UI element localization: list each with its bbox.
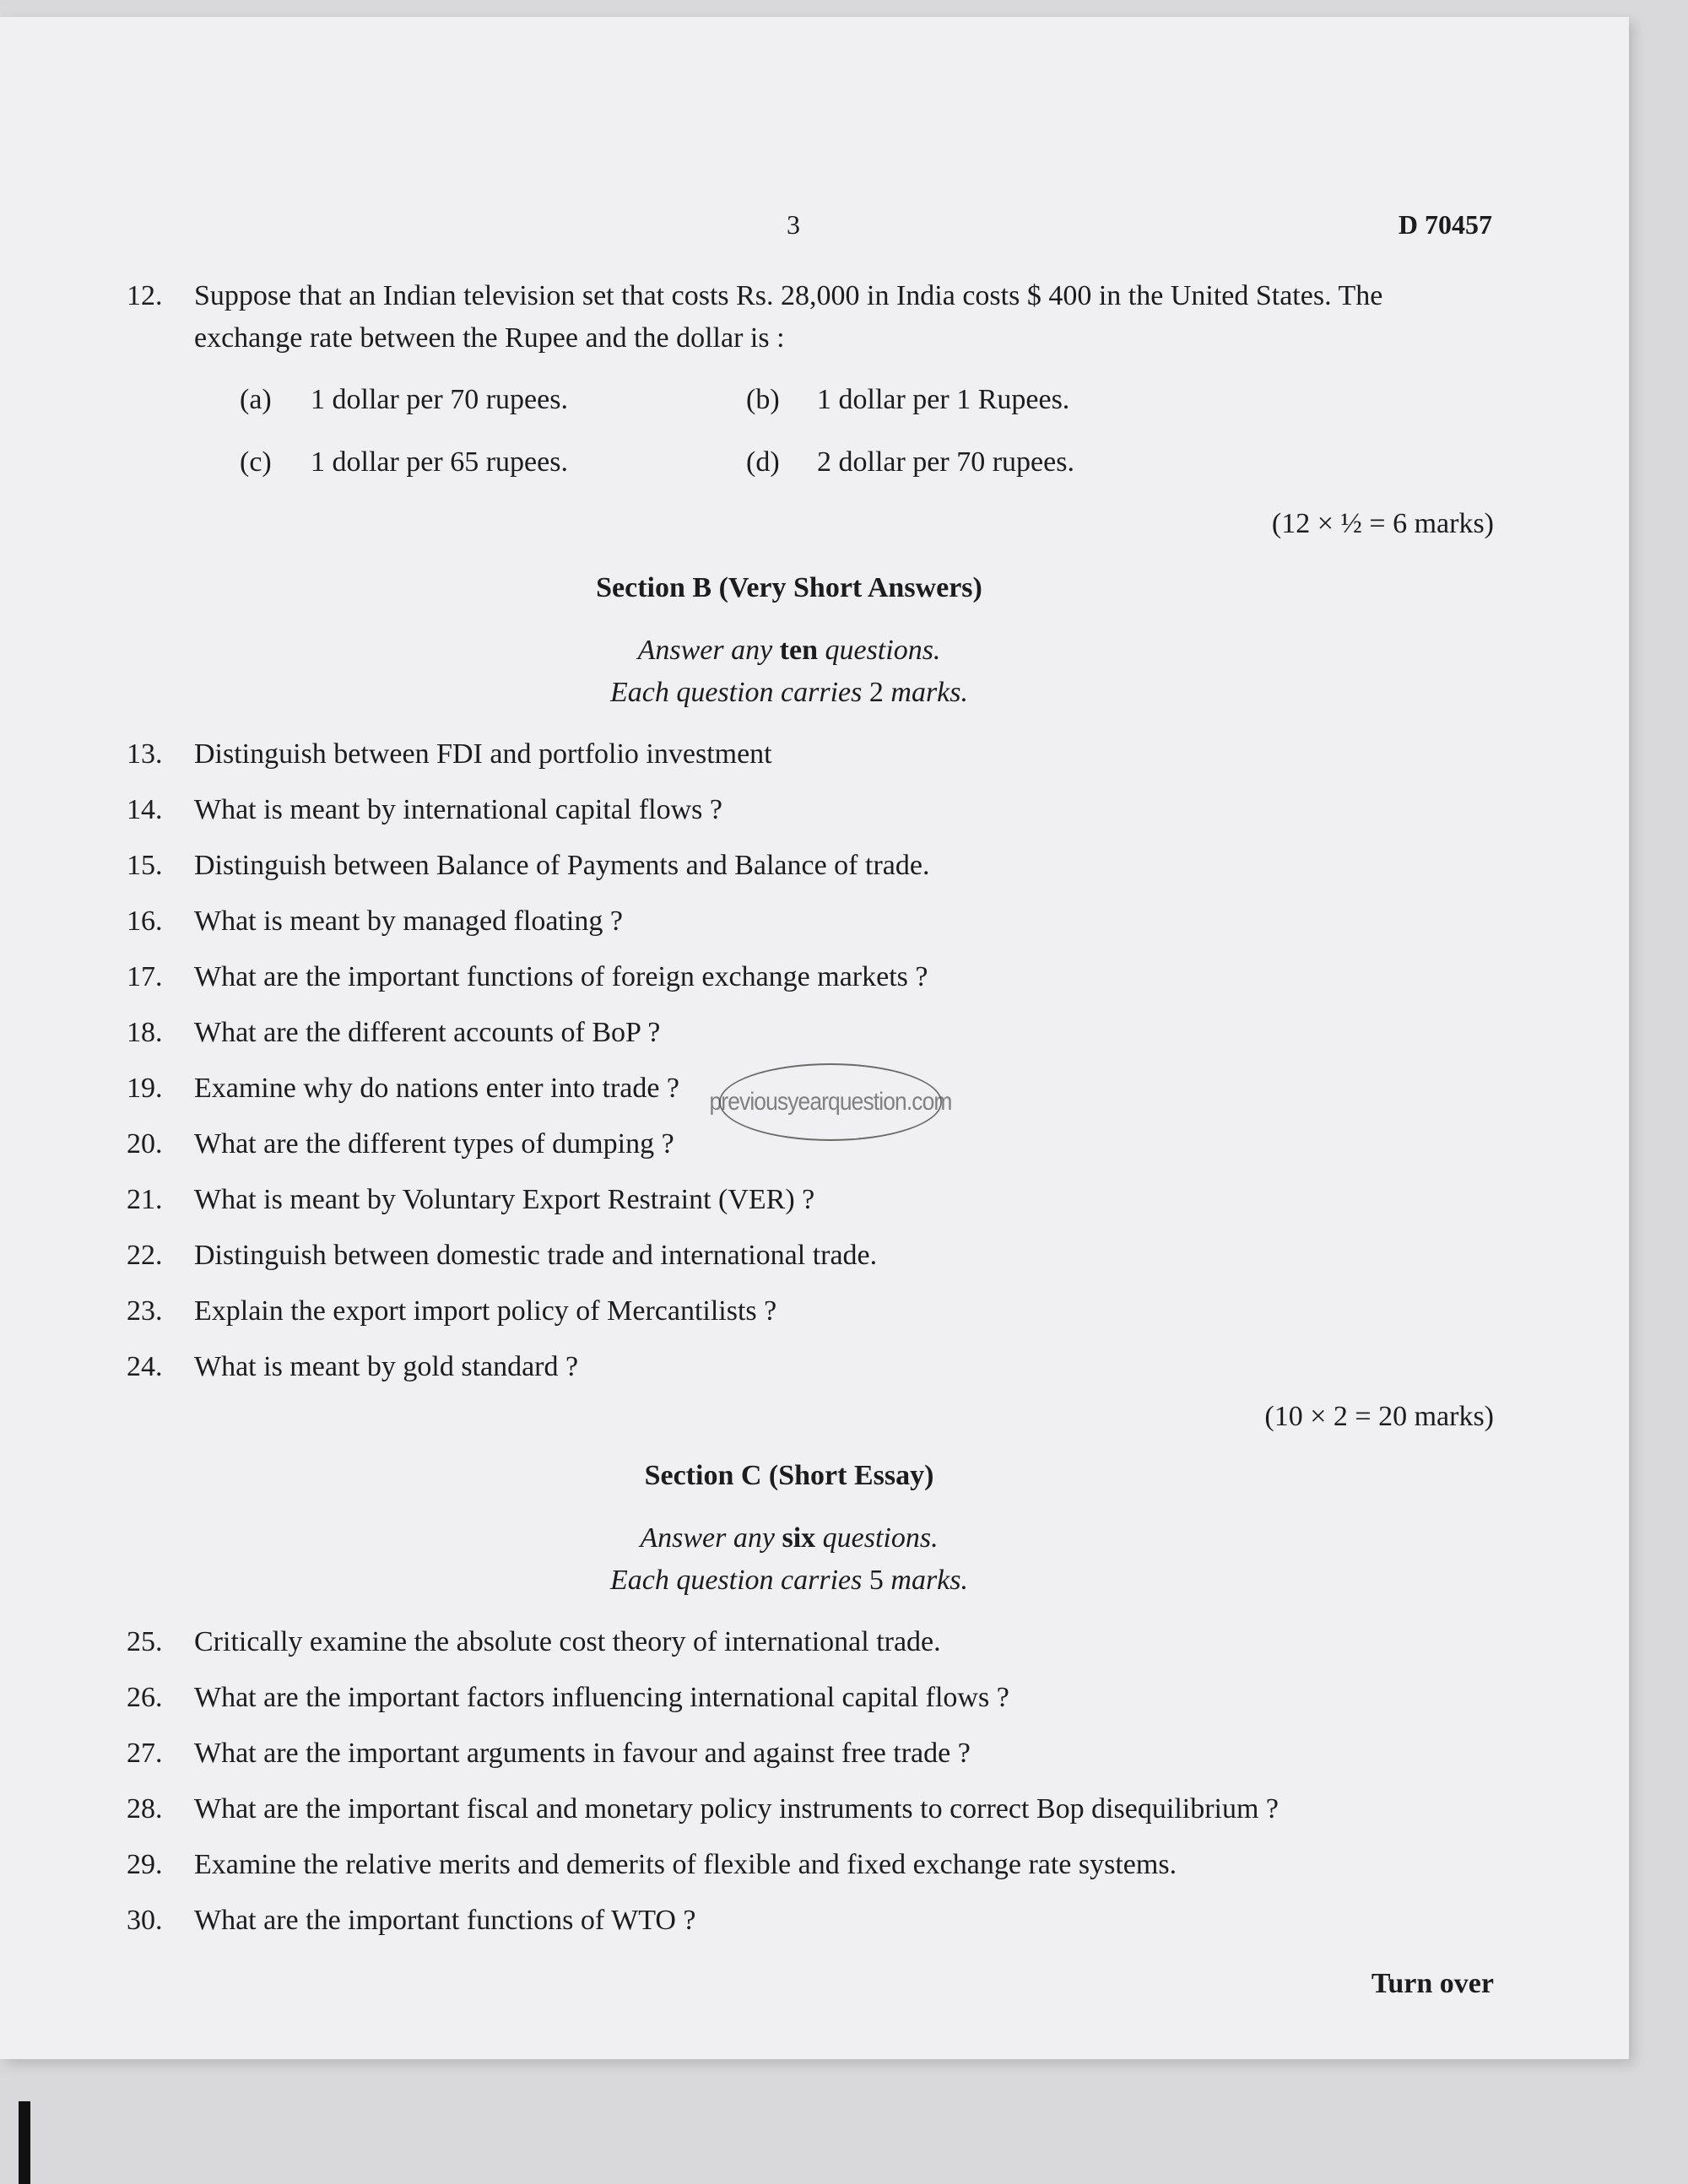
question-12 bbox=[127, 275, 1494, 359]
turn-over-note: Turn over bbox=[1371, 1968, 1494, 1999]
list-item: 19. Examine why do nations enter into trade ? bbox=[127, 1073, 679, 1104]
option-b: (b) 1 dollar per 1 Rupees. bbox=[746, 384, 1070, 415]
list-item: 28. What are the important fiscal and monetary policy instruments to correct Bop disequilibrium ? bbox=[127, 1793, 1280, 1825]
list-item: 25. Critically examine the absolute cost theory of international trade. bbox=[127, 1626, 941, 1657]
list-item: 30. What are the important functions of WTO ? bbox=[127, 1905, 696, 1936]
paper-code: D 70457 bbox=[1398, 209, 1492, 240]
list-item: 29. Examine the relative merits and demerits of flexible and fixed exchange rate systems. bbox=[127, 1849, 1177, 1880]
option-d: (d) 2 dollar per 70 rupees. bbox=[746, 446, 1074, 478]
page-header bbox=[0, 209, 1629, 243]
list-item: 13. Distinguish between FDI and portfolio investment bbox=[127, 738, 772, 770]
list-item: 16. What is meant by managed floating ? bbox=[127, 905, 623, 937]
section-b-title: Section B (Very Short Answers) bbox=[596, 572, 982, 603]
section-c-questions bbox=[127, 1624, 1511, 1958]
section-c-instruction-1: Answer any six questions. bbox=[640, 1522, 939, 1554]
list-item: 18. What are the different accounts of BoP ? bbox=[127, 1017, 661, 1048]
list-item: 21. What is meant by Voluntary Export Restraint (VER) ? bbox=[127, 1184, 815, 1215]
list-item: 24. What is meant by gold standard ? bbox=[127, 1351, 579, 1382]
question-text: Suppose that an Indian television set that costs Rs. 28,000 in India costs $ 400 in the United States. The exchange rate between the Rupee and the dollar is : bbox=[194, 280, 1383, 354]
list-item: 23. Explain the export import policy of Mercantilists ? bbox=[127, 1295, 777, 1327]
list-item: 14. What is meant by international capital flows ? bbox=[127, 794, 722, 825]
list-item: 22. Distinguish between domestic trade and international trade. bbox=[127, 1240, 878, 1271]
option-a: (a) 1 dollar per 70 rupees. bbox=[240, 384, 568, 415]
question-12-options bbox=[240, 381, 1252, 506]
list-item: 15. Distinguish between Balance of Payments and Balance of trade. bbox=[127, 850, 930, 881]
page-number: 3 bbox=[787, 209, 800, 240]
list-item: 26. What are the important factors influencing international capital flows ? bbox=[127, 1682, 1009, 1713]
watermark-stamp: previousyearquestion.com bbox=[719, 1063, 942, 1141]
option-c: (c) 1 dollar per 65 rupees. bbox=[240, 446, 568, 478]
scan-edge bbox=[19, 2101, 30, 2184]
list-item: 20. What are the different types of dumping ? bbox=[127, 1128, 674, 1160]
section-b-instruction-1: Answer any ten questions. bbox=[637, 635, 941, 666]
section-a-marks: (12 × ½ = 6 marks) bbox=[1271, 508, 1494, 539]
list-item: 17. What are the important functions of foreign exchange markets ? bbox=[127, 961, 928, 992]
section-c-title: Section C (Short Essay) bbox=[644, 1460, 934, 1491]
list-item: 27. What are the important arguments in favour and against free trade ? bbox=[127, 1738, 971, 1769]
section-b-marks: (10 × 2 = 20 marks) bbox=[1264, 1401, 1494, 1432]
section-b-instruction-2: Each question carries 2 marks. bbox=[609, 677, 968, 708]
question-number: 12. bbox=[127, 280, 163, 311]
exam-page bbox=[0, 17, 1629, 2059]
section-c-instruction-2: Each question carries 5 marks. bbox=[609, 1565, 968, 1596]
